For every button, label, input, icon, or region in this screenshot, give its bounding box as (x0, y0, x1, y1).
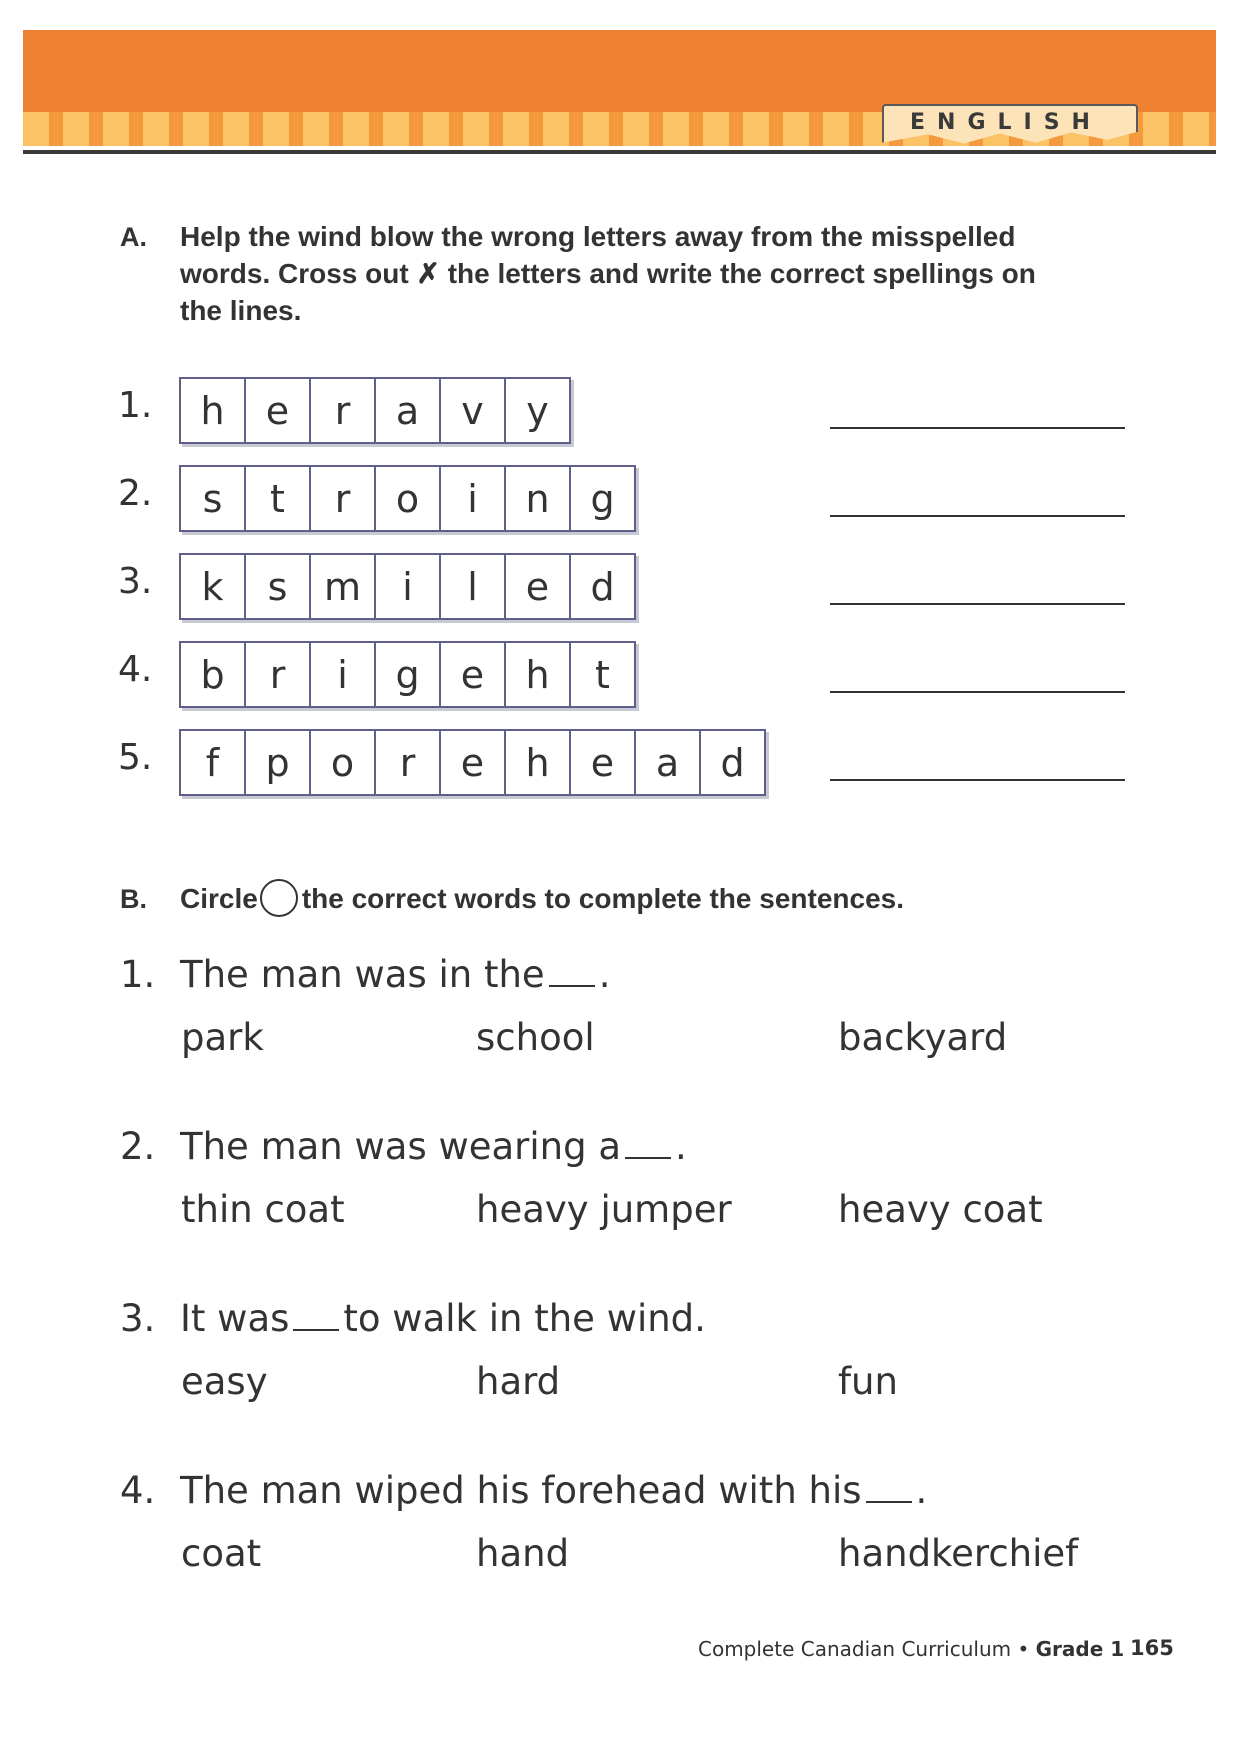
letter-box[interactable]: o (376, 467, 441, 530)
question-after: . (675, 1125, 687, 1168)
page-number: 165 (1130, 1636, 1174, 1660)
section-b-letter: B. (120, 884, 147, 914)
question-before: The man wiped his forehead with his (180, 1469, 862, 1512)
question-number: 1. (120, 953, 156, 996)
answer-option[interactable]: heavy coat (838, 1188, 1043, 1231)
item-number: 1. (118, 385, 153, 426)
blank-line (293, 1329, 339, 1331)
letter-box[interactable]: r (311, 467, 376, 530)
answer-option[interactable]: hard (476, 1360, 561, 1403)
letter-box[interactable]: t (246, 467, 311, 530)
question-text (180, 1469, 927, 1512)
instruction-line-2b: the letters and write the correct spellings on (439, 258, 1036, 289)
banner-top (23, 30, 1216, 112)
question-after: to walk in the wind. (343, 1297, 706, 1340)
letter-box[interactable]: k (181, 555, 246, 618)
question-number: 2. (120, 1125, 156, 1168)
question-number: 3. (120, 1297, 156, 1340)
footer-book (698, 1637, 1124, 1661)
letter-box[interactable]: i (376, 555, 441, 618)
blank-line (549, 985, 595, 987)
letter-box[interactable]: a (636, 731, 701, 794)
letter-box[interactable]: p (246, 731, 311, 794)
subject-label: ENGLISH (910, 110, 1102, 135)
circle-icon (260, 879, 298, 917)
answer-line[interactable] (830, 779, 1125, 781)
letter-box[interactable]: n (506, 467, 571, 530)
answer-option[interactable]: school (476, 1016, 595, 1059)
letter-boxes (179, 729, 766, 796)
letter-box[interactable]: h (506, 643, 571, 706)
instruction-before: Circle (180, 883, 258, 914)
answer-line[interactable] (830, 691, 1125, 693)
answer-line[interactable] (830, 427, 1125, 429)
section-a-instruction (180, 218, 1130, 329)
question-text (180, 953, 610, 996)
footer-book-title: Complete Canadian Curriculum (698, 1637, 1012, 1661)
letter-box[interactable]: v (441, 379, 506, 442)
letter-box[interactable]: f (181, 731, 246, 794)
cross-icon: ✗ (416, 258, 440, 289)
letter-boxes (179, 465, 636, 532)
letter-box[interactable]: a (376, 379, 441, 442)
footer-grade: Grade 1 (1035, 1637, 1125, 1661)
letter-box[interactable]: e (571, 731, 636, 794)
letter-box[interactable]: m (311, 555, 376, 618)
instruction-line-2 (180, 255, 1130, 292)
instruction-line-1: Help the wind blow the wrong letters away from the misspelled (180, 221, 1016, 252)
question-after: . (598, 953, 611, 996)
item-number: 5. (118, 737, 153, 778)
letter-box[interactable]: g (590, 476, 615, 521)
letter-box[interactable]: h (181, 379, 246, 442)
answer-option[interactable]: handkerchief (838, 1532, 1079, 1575)
question-number: 4. (120, 1469, 156, 1512)
section-b-instruction (180, 880, 1130, 920)
question-text (180, 1297, 706, 1340)
letter-box[interactable]: e (441, 643, 506, 706)
letter-box[interactable]: i (441, 467, 506, 530)
answer-option[interactable]: heavy jumper (476, 1188, 732, 1231)
letter-box[interactable]: d (720, 740, 745, 785)
letter-box[interactable]: b (181, 643, 246, 706)
letter-box[interactable]: s (181, 467, 246, 530)
answer-option[interactable]: coat (181, 1532, 262, 1575)
answer-option[interactable]: hand (476, 1532, 570, 1575)
answer-line[interactable] (830, 603, 1125, 605)
question-after: . (915, 1469, 928, 1512)
instruction-after: the correct words to complete the sentences. (301, 883, 904, 914)
answer-option[interactable]: fun (838, 1360, 898, 1403)
letter-box[interactable]: h (506, 731, 571, 794)
letter-box[interactable]: d (590, 564, 615, 609)
letter-box[interactable]: e (441, 731, 506, 794)
letter-box[interactable]: r (376, 731, 441, 794)
item-number: 4. (118, 649, 153, 690)
letter-box[interactable]: r (311, 379, 376, 442)
question-before: It was (180, 1297, 290, 1340)
banner-rule (23, 150, 1216, 154)
answer-option[interactable]: park (181, 1016, 264, 1059)
section-a-letter: A. (120, 222, 147, 252)
item-number: 2. (118, 473, 153, 514)
question-before: The man was wearing a (180, 1125, 622, 1168)
footer-bullet: • (1017, 1637, 1030, 1661)
letter-box[interactable]: e (246, 379, 311, 442)
letter-box[interactable]: l (441, 555, 506, 618)
letter-box[interactable]: e (506, 555, 571, 618)
answer-option[interactable]: backyard (838, 1016, 1008, 1059)
letter-box[interactable]: o (311, 731, 376, 794)
letter-box[interactable]: r (246, 643, 311, 706)
letter-boxes (179, 641, 636, 708)
blank-line (866, 1501, 912, 1503)
answer-option[interactable]: easy (181, 1360, 268, 1403)
blank-line (625, 1157, 671, 1159)
instruction-line-2a: words. Cross out (180, 258, 417, 289)
question-text (180, 1125, 687, 1168)
letter-box[interactable]: g (376, 643, 441, 706)
letter-box[interactable]: t (595, 652, 610, 697)
item-number: 3. (118, 561, 153, 602)
answer-line[interactable] (830, 515, 1125, 517)
letter-box[interactable]: y (526, 388, 549, 433)
answer-option[interactable]: thin coat (181, 1188, 345, 1231)
letter-box[interactable]: i (311, 643, 376, 706)
question-before: The man was in the (180, 953, 545, 996)
letter-box[interactable]: s (246, 555, 311, 618)
instruction-line-3: the lines. (180, 295, 302, 326)
letter-boxes (179, 553, 636, 620)
letter-boxes (179, 377, 571, 444)
